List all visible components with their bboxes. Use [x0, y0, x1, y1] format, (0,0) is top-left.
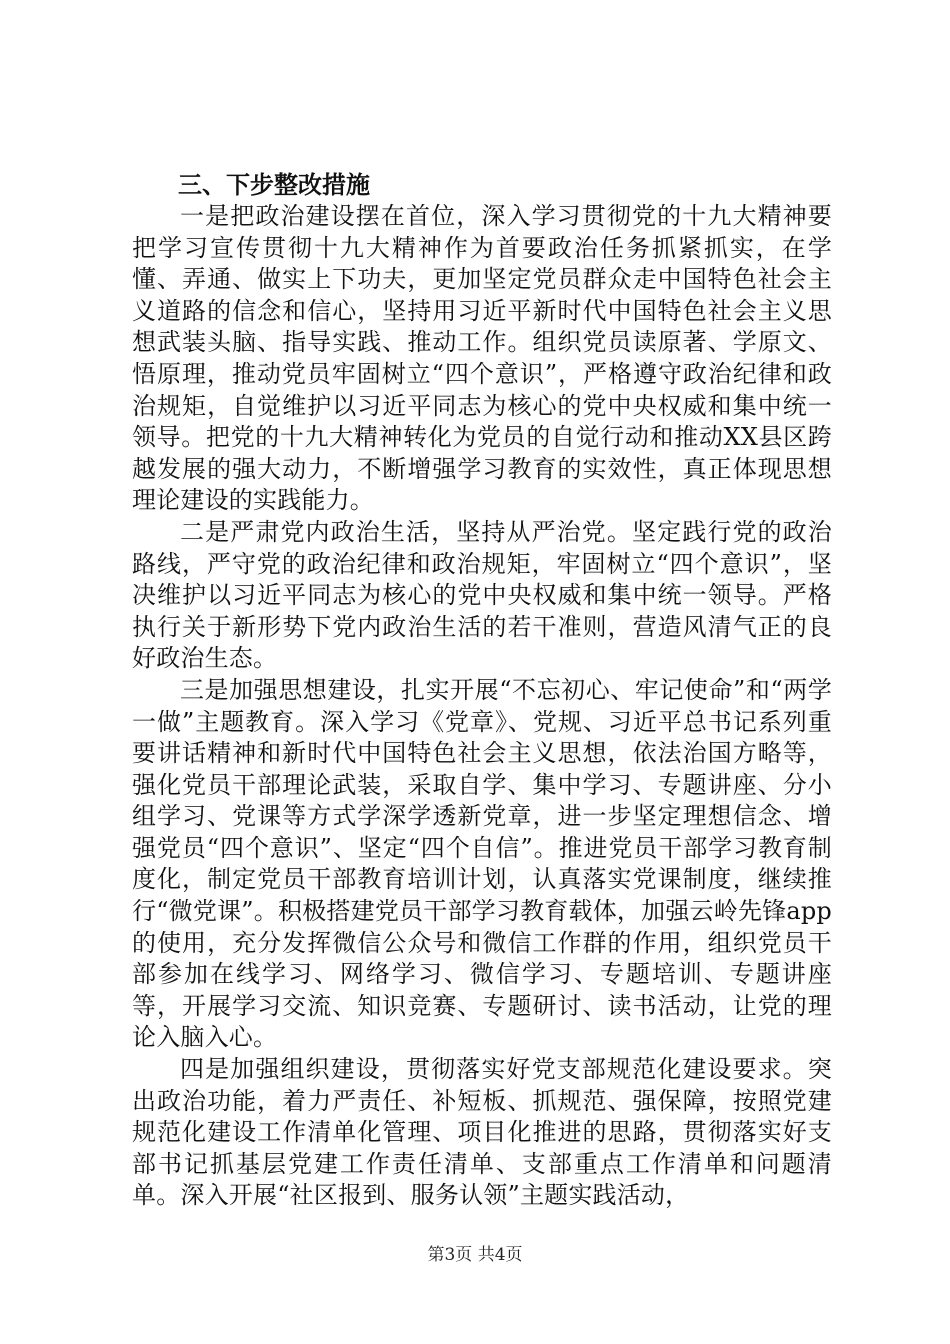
paragraph-organizational-construction: 四是加强组织建设，贯彻落实好党支部规范化建设要求。突出政治功能，着力严责任、补短板、抓规范、强保障，按照党建规范化建设工作清单化管理、项目化推进的思路，贯彻落实好支部书记抓基层党建工作责任清单、支部重点工作清单和问题清单。深入开展“社区报到、服务认领”主题实践活动， — [132, 1055, 832, 1210]
section-heading: 三、下步整改措施 — [178, 171, 370, 199]
paragraph-party-political-life: 二是严肃党内政治生活，坚持从严治党。坚定践行党的政治路线，严守党的政治纪律和政治规矩，牢固树立“四个意识”，坚决维护以习近平同志为核心的党中央权威和集中统一领导。严格执行关于新形势下党内政治生活的若干准则，营造风清气正的良好政治生态。 — [132, 517, 832, 673]
paragraph-political-construction: 一是把政治建设摆在首位，深入学习贯彻党的十九大精神要把学习宣传贯彻十九大精神作为首要政治任务抓紧抓实，在学懂、弄通、做实上下功夫，更加坚定党员群众走中国特色社会主义道路的信念和信心，坚持用习近平新时代中国特色社会主义思想武装头脑、指导实践、推动工作。组织党员读原著、学原文、悟原理，推动党员牢固树立“四个意识”，严格遵守政治纪律和政治规矩，自觉维护以习近平同志为核心的党中央权威和集中统一领导。把党的十九大精神转化为党员的自觉行动和推动XX县区跨越发展的强大动力，不断增强学习教育的实效性，真正体现思想理论建设的实践能力。 — [132, 202, 832, 515]
paragraph-ideological-construction: 三是加强思想建设，扎实开展“不忘初心、牢记使命”和“两学一做”主题教育。深入学习《党章》、党规、习近平总书记系列重要讲话精神和新时代中国特色社会主义思想，依法治国方略等，强化党员干部理论武装，采取自学、集中学习、专题讲座、分小组学习、党课等方式学深学透新党章，进一步坚定理想信念、增强党员“四个意识”、坚定“四个自信”。推进党员干部学习教育制度化，制定党员干部教育培训计划，认真落实党课制度，继续推行“微党课”。积极搭建党员干部学习教育载体，加强云岭先锋app的使用，充分发挥微信公众号和微信工作群的作用，组织党员干部参加在线学习、网络学习、微信学习、专题培训、专题讲座等，开展学习交流、知识竞赛、专题研讨、读书活动，让党的理论入脑入心。 — [132, 675, 832, 1052]
document-body — [132, 170, 832, 1212]
page-footer: 第3页 共4页 — [427, 1245, 523, 1265]
